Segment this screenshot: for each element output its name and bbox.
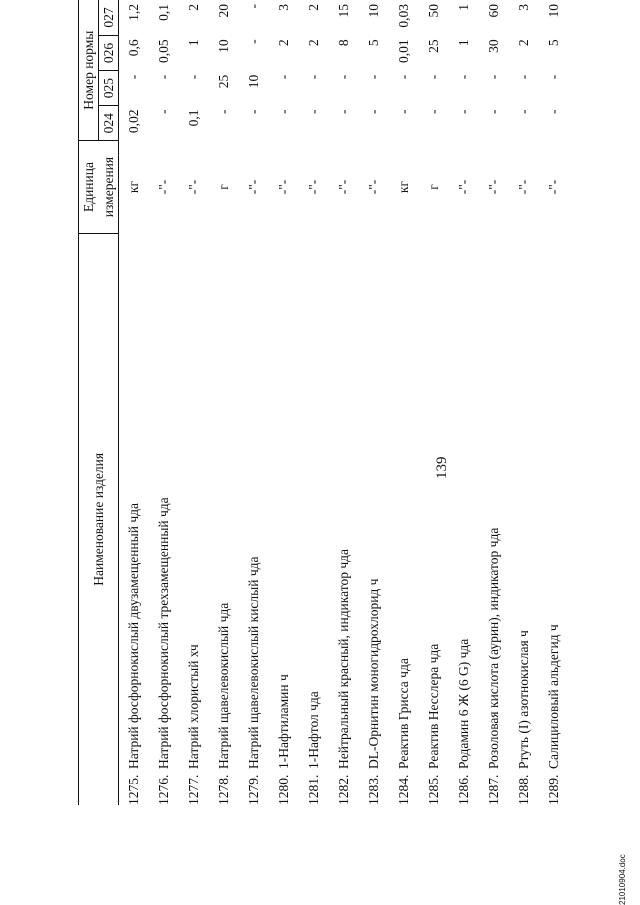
item-name-cell — [179, 233, 209, 805]
item-name: Родамин 6 Ж (6 G) чда — [456, 638, 472, 769]
norm-value-025: - — [426, 74, 442, 80]
item-number: 1287. — [486, 774, 502, 805]
table-row — [149, 0, 179, 805]
item-unit: -"- — [156, 179, 172, 195]
norm-value-026: 0,01 — [396, 39, 412, 63]
item-unit: -"- — [246, 179, 262, 195]
item-unit: -"- — [186, 179, 202, 195]
norm-value-025: - — [366, 74, 382, 80]
table-row — [269, 0, 299, 805]
table-row — [329, 0, 359, 805]
table-row — [479, 0, 509, 805]
norm-value-025: - — [486, 74, 502, 80]
norm-value-024: - — [486, 109, 502, 115]
item-name-cell — [389, 233, 419, 805]
table-row — [359, 0, 389, 805]
table-row — [119, 0, 150, 805]
item-unit: -"- — [546, 179, 562, 195]
item-name: Реактив Грисса чда — [396, 658, 412, 769]
item-number: 1278. — [216, 774, 232, 805]
item-unit: г — [216, 184, 232, 190]
table-body — [119, 0, 570, 805]
item-name-cell — [329, 233, 359, 805]
norm-value-026: 1 — [186, 39, 202, 47]
item-unit: кг — [396, 180, 412, 194]
item-name-cell — [239, 233, 269, 805]
table-row — [209, 0, 239, 805]
norm-value-026: 10 — [216, 39, 232, 53]
item-name: Натрий щавелевокислый чда — [216, 602, 232, 769]
norm-value-026: 25 — [426, 39, 442, 53]
norm-value-027: 10 — [546, 4, 562, 18]
norm-value-026: - — [246, 39, 262, 44]
item-name: Ртуть (I) азотнокислая ч — [516, 630, 532, 769]
norm-value-027: 15 — [336, 4, 352, 18]
norm-value-026: 5 — [546, 39, 562, 47]
norm-value-026: 5 — [366, 39, 382, 47]
item-number: 1282. — [336, 774, 352, 805]
norm-value-025: - — [156, 74, 172, 80]
norm-value-026: 0,05 — [156, 39, 172, 63]
item-number: 1285. — [426, 774, 442, 805]
item-unit: -"- — [306, 179, 322, 195]
norm-value-026: 2 — [516, 39, 532, 47]
norm-value-024: - — [216, 109, 232, 115]
norm-value-025: - — [456, 74, 472, 80]
item-name: 1-Нафтиламин ч — [276, 674, 292, 769]
norms-table — [78, 0, 569, 805]
item-number: 1277. — [186, 774, 202, 805]
footer-filename: 21010904.doc — [618, 854, 627, 905]
header-norm: Номер нормы — [79, 0, 99, 141]
table-row — [449, 0, 479, 805]
table-row — [539, 0, 569, 805]
item-number: 1286. — [456, 774, 472, 805]
page-number: 139 — [434, 456, 450, 479]
norm-value-027: 3 — [276, 4, 292, 11]
norm-value-025: - — [126, 74, 142, 80]
item-name: Нейтральный красный, индикатор чда — [336, 548, 352, 769]
norm-value-027: 0,03 — [396, 4, 412, 28]
norm-value-027: - — [246, 4, 262, 9]
norm-value-026: 1 — [456, 39, 472, 47]
item-name-cell — [359, 233, 389, 805]
table-row — [179, 0, 209, 805]
item-name-cell — [449, 233, 479, 805]
norm-value-026: 2 — [276, 39, 292, 47]
item-name: Натрий щавелевокислый кислый чда — [246, 556, 262, 769]
norm-value-027: 3 — [516, 4, 532, 11]
norm-value-024: - — [306, 109, 322, 115]
norm-value-024: - — [426, 109, 442, 115]
item-unit: г — [426, 184, 442, 190]
item-unit: кг — [126, 180, 142, 194]
table-row — [509, 0, 539, 805]
header-col-025: 025 — [99, 71, 119, 106]
norm-value-026: 30 — [486, 39, 502, 53]
norm-value-027: 10 — [366, 4, 382, 18]
norm-value-024: 0,02 — [126, 109, 142, 134]
norm-value-027: 20 — [216, 4, 232, 18]
item-unit: -"- — [366, 179, 382, 195]
norm-value-025: - — [336, 74, 352, 80]
norm-value-024: - — [516, 109, 532, 115]
item-name: Розоловая кислота (аурин), индикатор чда — [486, 527, 502, 769]
norm-value-025: - — [186, 74, 202, 80]
norm-value-027: 2 — [186, 4, 202, 11]
table-row — [419, 0, 449, 805]
norm-value-027: 50 — [426, 4, 442, 18]
item-number: 1281. — [306, 774, 322, 805]
norm-value-024: - — [456, 109, 472, 115]
norm-value-024: - — [336, 109, 352, 115]
item-name-cell — [419, 233, 449, 805]
item-number: 1288. — [516, 774, 532, 805]
item-name: Реактив Несслера чда — [426, 643, 442, 769]
table-row — [389, 0, 419, 805]
header-name: Наименование изделия — [79, 233, 119, 805]
item-name: 1-Нафтол чда — [306, 691, 322, 769]
item-number: 1284. — [396, 774, 412, 805]
norm-value-024: - — [276, 109, 292, 115]
item-number: 1280. — [276, 774, 292, 805]
table-header-row-1 — [79, 0, 99, 805]
item-name-cell — [479, 233, 509, 805]
item-number: 1275. — [126, 774, 142, 805]
item-name: Натрий хлористый хч — [186, 644, 202, 769]
norm-value-024: - — [366, 109, 382, 115]
item-name-cell — [509, 233, 539, 805]
norm-value-025: 10 — [246, 74, 262, 89]
item-name-cell — [209, 233, 239, 805]
norm-value-025: - — [276, 74, 292, 80]
norm-value-027: 0,1 — [156, 4, 172, 21]
item-name-cell — [269, 233, 299, 805]
header-unit-line2: измерения — [99, 141, 119, 233]
item-name-cell — [299, 233, 329, 805]
header-unit-line1: Единица — [79, 141, 99, 233]
norm-value-027: 2 — [306, 4, 322, 11]
item-number: 1289. — [546, 774, 562, 805]
item-unit: -"- — [516, 179, 532, 195]
item-name-cell — [149, 233, 179, 805]
norm-value-024: - — [156, 109, 172, 115]
norm-value-024: - — [396, 109, 412, 115]
norm-value-025: - — [516, 74, 532, 80]
item-number: 1279. — [246, 774, 262, 805]
item-name-cell — [119, 233, 150, 805]
norm-value-027: 1 — [456, 4, 472, 11]
norm-value-025: 25 — [216, 74, 232, 89]
norm-value-026: 8 — [336, 39, 352, 47]
item-name: DL-Орнитин моногидрохлорид ч — [366, 578, 382, 769]
item-unit: -"- — [456, 179, 472, 195]
norm-value-025: - — [396, 74, 412, 80]
norm-value-024: - — [246, 109, 262, 115]
item-name: Натрий фосфорнокислый трехзамещенный чда — [156, 497, 172, 769]
item-name: Натрий фосфорнокислый двузамещенный чда — [126, 503, 142, 769]
table-row — [239, 0, 269, 805]
norm-value-026: 2 — [306, 39, 322, 47]
norm-value-024: - — [546, 109, 562, 115]
item-number: 1276. — [156, 774, 172, 805]
norm-value-025: - — [546, 74, 562, 80]
item-name-cell — [539, 233, 569, 805]
norm-value-025: - — [306, 74, 322, 80]
item-unit: -"- — [486, 179, 502, 195]
norm-value-027: 1,2 — [126, 4, 142, 21]
header-col-024: 024 — [99, 106, 119, 141]
norm-value-027: 60 — [486, 4, 502, 18]
norm-value-024: 0,1 — [186, 109, 202, 127]
table-row — [299, 0, 329, 805]
norm-value-026: 0,6 — [126, 39, 142, 57]
header-col-026: 026 — [99, 35, 119, 70]
item-name: Салициловый альдегид ч — [546, 624, 562, 769]
item-number: 1283. — [366, 774, 382, 805]
item-unit: -"- — [276, 179, 292, 195]
header-col-027: 027 — [99, 0, 119, 35]
item-unit: -"- — [336, 179, 352, 195]
